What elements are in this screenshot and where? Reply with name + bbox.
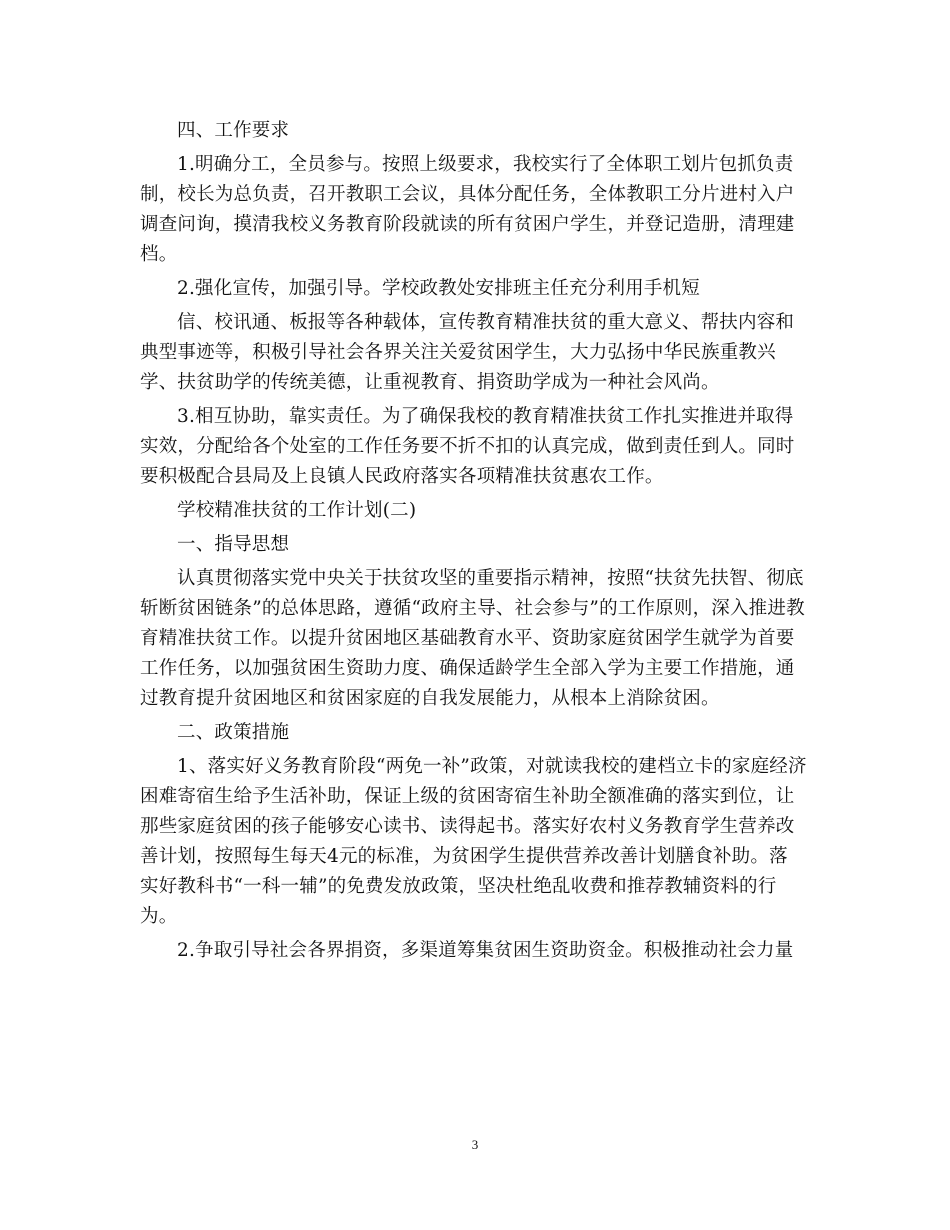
paragraph [140,752,808,932]
text-line: 学、扶贫助学的传统美德，让重视教育、捐资助学成为一种社会风尚。 [140,372,720,393]
text-line: 一、指导思想 [177,534,290,555]
text-line: 2.强化宣传，加强引导。学校政教处安排班主任充分利用手机短 [177,278,700,299]
paragraph [140,116,808,146]
paragraph [140,718,808,748]
text-line: 学校精准扶贫的工作计划(二) [177,500,417,521]
paragraph [140,496,808,526]
text-line: 为。 [140,906,178,927]
paragraph [140,308,808,398]
text-line: 调查问询，摸清我校义务教育阶段就读的所有贫困户学生，并登记造册，清理建 [140,214,795,235]
text-line: 3.相互协助，靠实责任。为了确保我校的教育精准扶贫工作扎实推进并取得 [177,406,794,427]
paragraph [140,274,808,304]
document-body [140,116,808,970]
text-line: 认真贯彻落实党中央关于扶贫攻坚的重要指示精神，按照“扶贫先扶智、彻底 [177,568,804,589]
page-number: 3 [471,1137,479,1152]
text-line: 信、校讯通、板报等各种载体，宣传教育精准扶贫的重大意义、帮扶内容和 [177,312,795,333]
text-line: 制，校长为总负责，召开教职工会议，具体分配任务，全体教职工分片进村入户 [140,184,795,205]
text-line: 工作任务，以加强贫困生资助力度、确保适龄学生全部入学为主要工作措施，通 [140,658,795,679]
text-line: 1、落实好义务教育阶段“两免一补”政策，对就读我校的建档立卡的家庭经济 [177,756,807,777]
text-line: 典型事迹等，积极引导社会各界关注关爱贫困学生，大力弘扬中华民族重教兴 [140,342,776,363]
text-line: 斩断贫困链条”的总体思路，遵循“政府主导、社会参与”的工作原则，深入推进教 [140,598,805,619]
paragraph [140,936,808,966]
paragraph [140,530,808,560]
text-line: 四、工作要求 [177,120,290,141]
text-line: 实效，分配给各个处室的工作任务要不折不扣的认真完成，做到责任到人。同时 [140,436,795,457]
text-line: 2.争取引导社会各界捐资，多渠道筹集贫困生资助资金。积极推动社会力量 [177,940,794,961]
paragraph [140,150,808,270]
text-line: 那些家庭贫困的孩子能够安心读书、读得起书。落实好农村义务教育学生营养改 [140,816,795,837]
text-line: 育精准扶贫工作。以提升贫困地区基础教育水平、资助家庭贫困学生就学为首要 [140,628,795,649]
text-line: 要积极配合县局及上良镇人民政府落实各项精准扶贫惠农工作。 [140,466,664,487]
text-line: 二、政策措施 [177,722,290,743]
text-line: 困难寄宿生给予生活补助，保证上级的贫困寄宿生补助全额准确的落实到位，让 [140,786,795,807]
text-line: 过教育提升贫困地区和贫困家庭的自我发展能力，从根本上消除贫困。 [140,688,720,709]
paragraph [140,402,808,492]
paragraph [140,564,808,714]
text-line: 档。 [140,244,178,265]
text-line: 善计划，按照每生每天4元的标准，为贫困学生提供营养改善计划膳食补助。落 [140,846,788,867]
text-line: 实好教科书“一科一辅”的免费发放政策，坚决杜绝乱收费和推荐教辅资料的行 [140,876,777,897]
text-line: 1.明确分工，全员参与。按照上级要求，我校实行了全体职工划片包抓负责 [177,154,794,175]
